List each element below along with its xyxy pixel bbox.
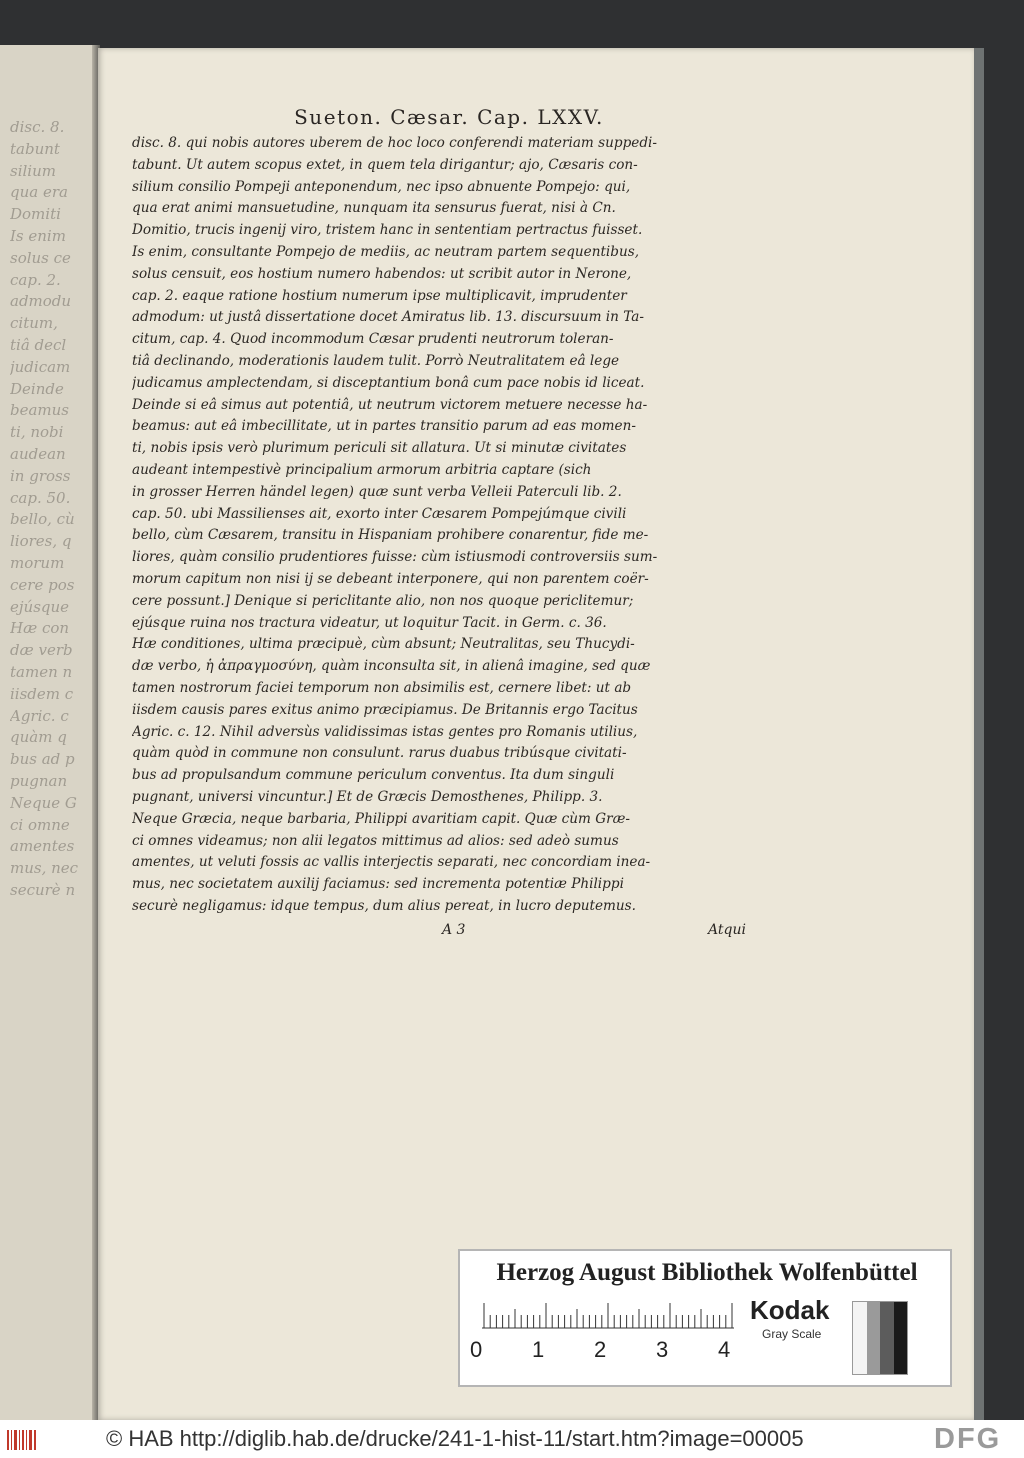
- left-page-line: Neque G: [10, 793, 77, 812]
- left-page-line: audean: [10, 444, 66, 463]
- left-page-line: Is enim: [10, 226, 66, 245]
- left-page-line: ci omne: [10, 815, 70, 834]
- text-line: solus censuit, eos hostium numero habendos: ut scribit autor in Nerone,: [132, 265, 632, 282]
- left-page-line: Hæ con: [10, 619, 70, 638]
- left-page-line: citum,: [10, 314, 58, 333]
- text-line: bus ad propulsandum commune periculum conventus. Ita dum singuli: [132, 767, 615, 784]
- left-page-line: ti, nobi: [10, 423, 64, 442]
- gray-patch: [880, 1302, 894, 1374]
- left-page-line: bus ad p: [10, 750, 75, 769]
- color-calibration-card: [458, 1249, 952, 1387]
- left-page-line: disc. 8.: [10, 118, 65, 136]
- body-text: [132, 133, 746, 918]
- left-page-line: amentes: [10, 837, 75, 856]
- text-line: disc. 8. qui nobis autores uberem de hoc loco conferendi materiam suppedi-: [132, 135, 657, 151]
- text-line: cere possunt.] Denique si periclitante alio, non nos quoque periclitemur;: [132, 592, 634, 609]
- left-page-line: tiâ decl: [10, 335, 67, 354]
- left-page-line: bello, cù: [10, 510, 75, 529]
- ruler-number: 4: [718, 1337, 731, 1362]
- left-page-line: mus, nec: [10, 859, 79, 878]
- text-line: iisdem causis pares exitus animo præcipiamus. De Britannis ergo Tacitus: [132, 701, 638, 718]
- text-line: cap. 2. eaque ratione hostium numerum ipse multiplicavit, imprudenter: [132, 287, 627, 304]
- left-page-line: dæ verb: [10, 641, 73, 660]
- text-line: ejúsque ruina nos tractura videatur, ut loquitur Tacit. in Germ. c. 36.: [132, 614, 607, 631]
- ruler-number: 1: [532, 1337, 545, 1362]
- left-page-line: pugnan: [10, 771, 68, 790]
- left-page-line: Domiti: [10, 205, 61, 224]
- left-page-line: solus ce: [10, 248, 71, 267]
- text-line: liores, quàm consilio prudentiores fuisse: cùm istiusmodi controversiis sum-: [132, 549, 658, 566]
- left-page-line: cap. 2.: [10, 270, 61, 289]
- left-page-line: ejúsque: [10, 597, 70, 616]
- text-line: Hæ conditiones, ultima præcipuè, cùm absunt; Neutralitas, seu Thucydi-: [132, 636, 635, 653]
- left-page-line: quàm q: [10, 728, 67, 747]
- text-line: tabunt. Ut autem scopus extet, in quem tela dirigantur; ajo, Cæsaris con-: [132, 156, 638, 173]
- left-page-line: beamus: [10, 401, 70, 420]
- text-line: bello, cùm Cæsarem, transitu in Hispaniam prohibere conarentur, fide me-: [132, 527, 649, 544]
- barcode-icon: [6, 1428, 38, 1452]
- text-line: tiâ declinando, moderationis laudem tulit. Porrò Neutralitatem eâ lege: [132, 352, 620, 369]
- page-footer-line: [132, 922, 746, 946]
- left-page-line: Agric. c: [10, 706, 69, 725]
- text-line: beamus: aut eâ imbecillitate, ut in partes transitio parum ad eas momen-: [132, 418, 636, 435]
- page-edge-shadow: [974, 48, 984, 1420]
- left-page-text: [10, 117, 98, 902]
- left-page-line: qua era: [10, 183, 68, 202]
- dfg-logo: DFG: [934, 1423, 1002, 1455]
- left-page-line: Deinde: [10, 379, 64, 398]
- text-line: admodum: ut justâ dissertatione docet Amiratus lib. 13. discursuum in Ta-: [132, 309, 644, 326]
- left-page-line: admodu: [10, 292, 72, 311]
- text-line: citum, cap. 4. Quod incommodum Cæsar prudenti neutrorum toleran-: [132, 331, 614, 348]
- text-line: morum capitum non nisi ij se debeant interponere, qui non parentem coër-: [132, 570, 649, 587]
- left-page-line: cere pos: [10, 575, 75, 594]
- text-line: in grosser Herren händel legen) quæ sunt verba Velleii Paterculi lib. 2.: [132, 483, 622, 500]
- ruler-number: 2: [594, 1337, 607, 1362]
- text-line: silium consilio Pompeji anteponendum, nec ipso abnuente Pompejo: qui,: [132, 178, 631, 195]
- left-page-line: tamen n: [10, 662, 73, 681]
- viewer-footer: [0, 1420, 1024, 1458]
- text-line: securè negligamus: idque tempus, dum alius pereat, in lucro deputemus.: [132, 897, 636, 914]
- text-line: Deinde si eâ simus aut potentiâ, ut neutrum victorem metuere necesse ha-: [132, 396, 648, 413]
- gray-scale-label: Gray Scale: [762, 1327, 822, 1341]
- text-line: qua erat animi mansuetudine, nunquam ita sensurus fuerat, nisi à Cn.: [132, 200, 616, 217]
- gray-scale-patches: [852, 1301, 908, 1375]
- text-line: Neque Græcia, neque barbaria, Philippi avaritiam capit. Quæ cùm Græ-: [132, 810, 630, 827]
- gray-patch: [853, 1302, 867, 1374]
- page-text-block: [132, 105, 746, 946]
- text-line: judicamus amplectendam, si disceptantium bonâ cum pace nobis id liceat.: [132, 374, 645, 391]
- ruler-number: 3: [656, 1337, 669, 1362]
- gray-patch: [867, 1302, 881, 1374]
- gray-patch: [894, 1302, 908, 1374]
- text-line: quàm quòd in commune non consulunt. rarus duabus tribúsque civitati-: [132, 745, 627, 762]
- text-line: pugnant, universi vincuntur.] Et de Græcis Demosthenes, Philipp. 3.: [132, 788, 603, 805]
- text-line: Agric. c. 12. Nihil adversùs validissimas istas gentes pro Romanis utilius,: [132, 723, 638, 740]
- catchword: Atqui: [708, 921, 746, 938]
- left-page-line: cap. 50.: [10, 488, 71, 507]
- ruler-scale: [482, 1301, 734, 1329]
- source-url-text[interactable]: © HAB http://diglib.hab.de/drucke/241-1-hist-11/start.htm?image=00005: [106, 1426, 804, 1451]
- text-line: cap. 50. ubi Massilienses ait, exorto inter Cæsarem Pompejúmque civili: [132, 505, 627, 522]
- text-line: Is enim, consultante Pompejo de mediis, ac neutram partem sequentibus,: [132, 243, 640, 260]
- text-line: ti, nobis ipsis verò plurimum periculi sit allatura. Ut si minutæ civitates: [132, 440, 627, 457]
- text-line: amentes, ut veluti fossis ac vallis interjectis separati, nec concordiam inea-: [132, 854, 651, 871]
- ruler-number: 0: [470, 1337, 483, 1362]
- left-page-line: liores, q: [10, 532, 72, 551]
- left-page-line: iisdem c: [10, 684, 74, 703]
- left-page-line: judicam: [10, 357, 71, 376]
- text-line: Domitio, trucis ingenij viro, tristem hanc in sententiam pertractus fuisset.: [132, 222, 643, 239]
- text-line: mus, nec societatem auxilij faciamus: sed incrementa potentiæ Philippi: [132, 876, 624, 893]
- running-head: Sueton. Cæsar. Cap. LXXV.: [294, 105, 604, 129]
- signature-mark: A 3: [442, 921, 466, 938]
- kodak-logo: Kodak: [750, 1295, 830, 1325]
- left-page-line: in gross: [10, 466, 71, 485]
- left-page-line: securè n: [10, 880, 76, 899]
- left-page-edge: [0, 45, 98, 1420]
- card-title: Herzog August Bibliothek Wolfenbüttel: [496, 1259, 918, 1286]
- left-page-line: silium: [10, 161, 56, 180]
- text-line: tamen nostrorum faciei temporum non absimilis est, cernere libet: ut ab: [132, 679, 632, 696]
- left-page-line: tabunt: [10, 139, 60, 158]
- text-line: audeant intempestivè principalium armorum arbitria captare (sich: [132, 461, 592, 478]
- text-line: ci omnes videamus; non alii legatos mittimus ad alios: sed adeò sumus: [132, 832, 619, 849]
- ruler-numbers: [470, 1337, 750, 1367]
- left-page-line: morum: [10, 553, 65, 572]
- text-line: dæ verbo, ἡ ἀπραγμοσύνη, quàm inconsulta sit, in alienâ imagine, sed quæ: [132, 658, 651, 675]
